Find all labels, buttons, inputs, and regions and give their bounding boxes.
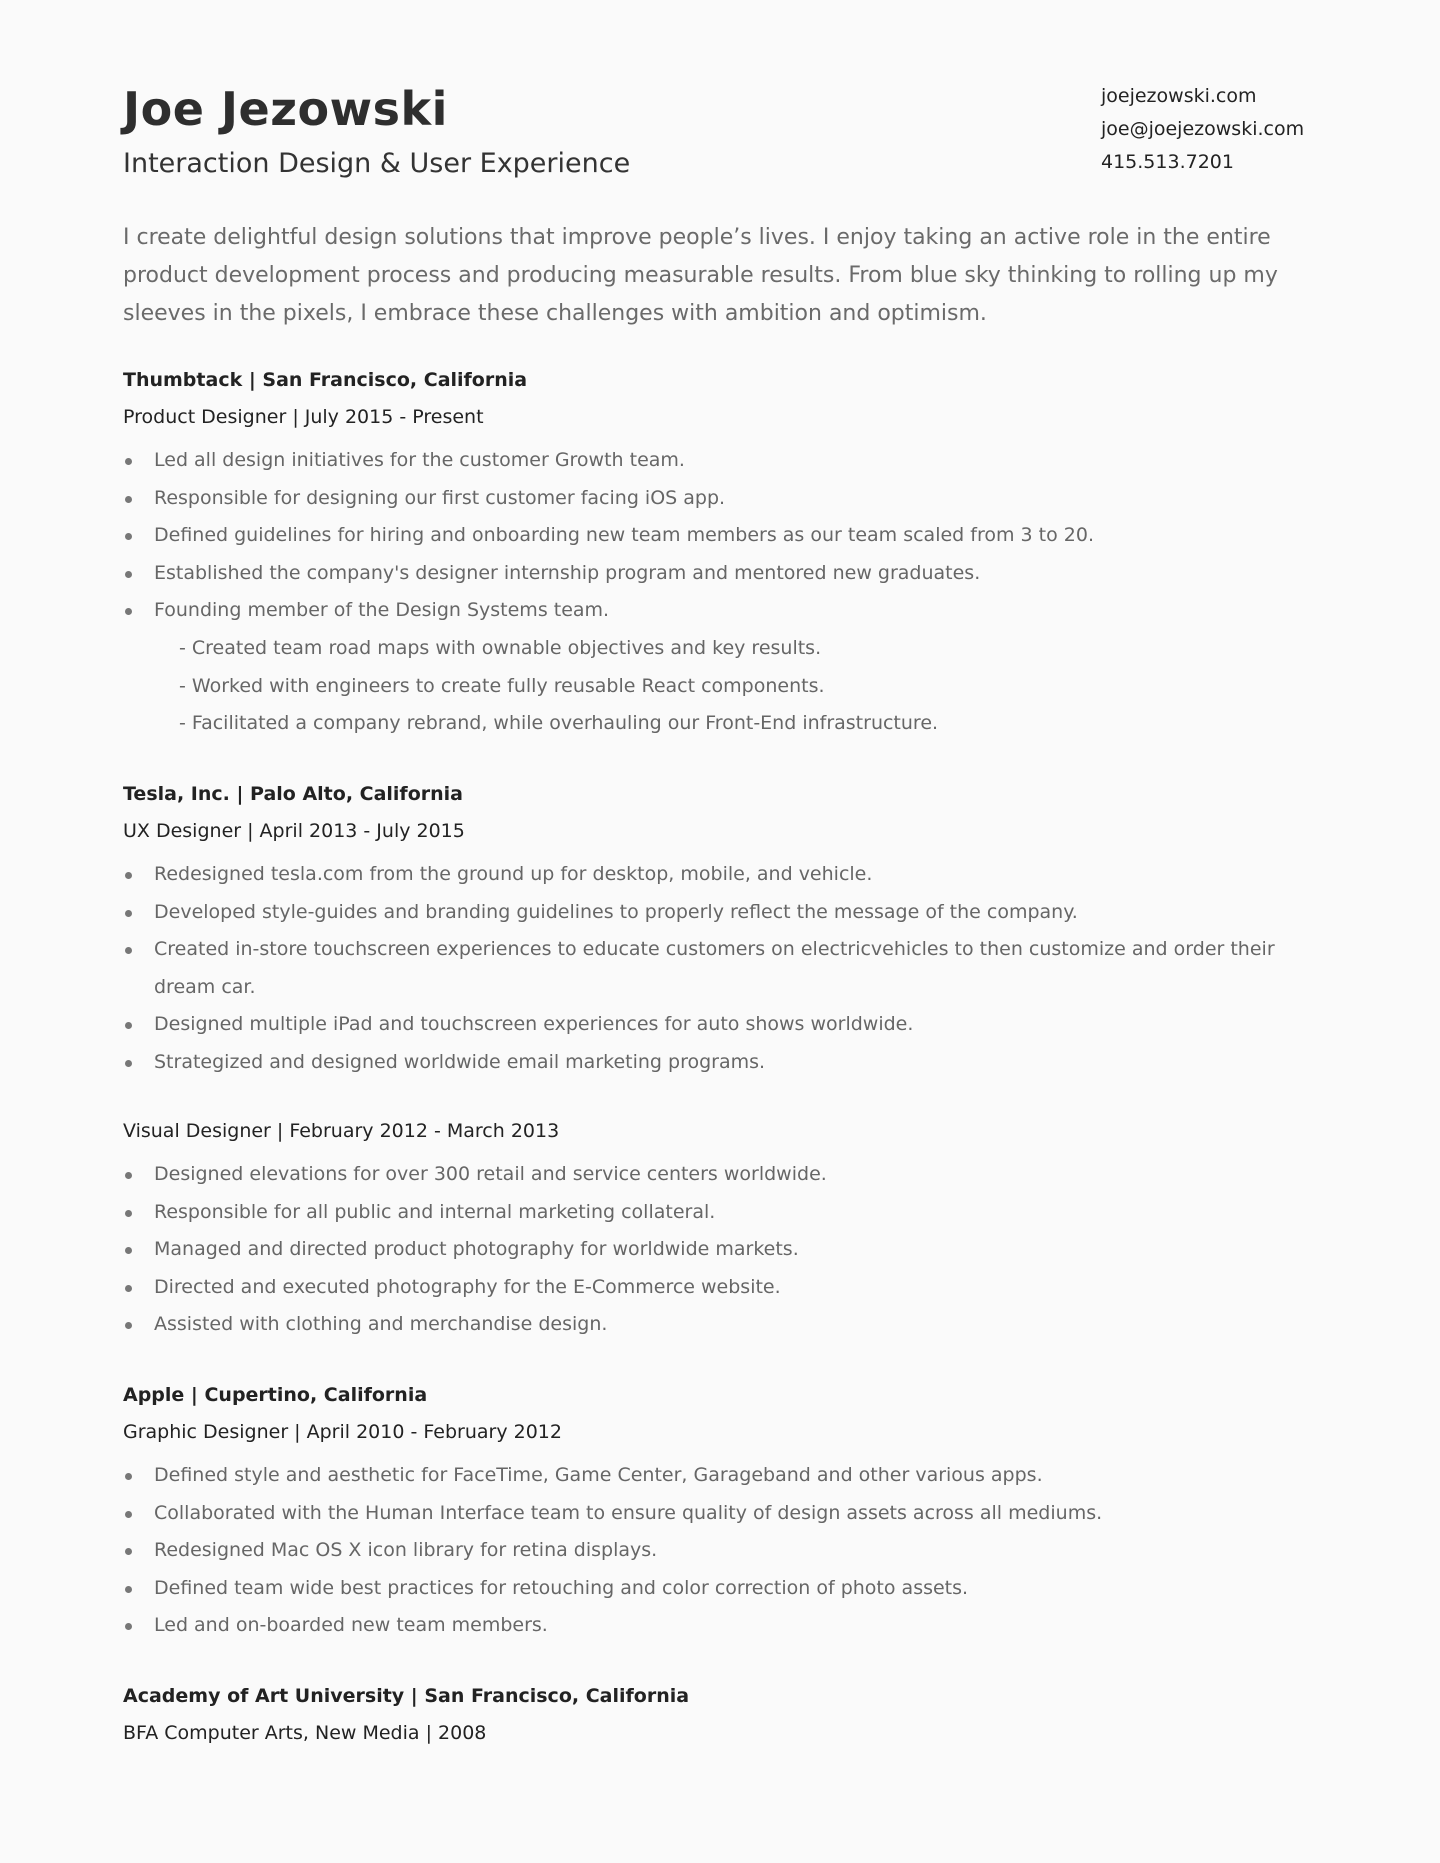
company-heading: Apple | Cupertino, California <box>123 1384 428 1406</box>
sub-list-item: - Created team road maps with ownable objectives and key results. <box>179 636 822 659</box>
bullet-list <box>123 442 1323 630</box>
list-item: Defined guidelines for hiring and onboarding new team members as our team scaled from 3 to 20. <box>123 517 1323 555</box>
education <box>123 1678 1323 1752</box>
list-item: Founding member of the Design Systems team. <box>123 592 1323 630</box>
phone-number[interactable]: 415.513.7201 <box>1101 151 1234 173</box>
bullet-list <box>123 1156 1323 1344</box>
candidate-name: Joe Jezowski <box>123 82 448 136</box>
list-item: Collaborated with the Human Interface team to ensure quality of design assets across all mediums. <box>123 1495 1323 1533</box>
role-line: UX Designer | April 2013 - July 2015 <box>123 820 465 842</box>
sub-list-item: - Worked with engineers to create fully reusable React components. <box>179 674 825 697</box>
list-item: Responsible for designing our first customer facing iOS app. <box>123 480 1323 518</box>
list-item: Managed and directed product photography for worldwide markets. <box>123 1231 1323 1269</box>
experience-tesla <box>123 776 1323 1082</box>
list-item: Redesigned tesla.com from the ground up for desktop, mobile, and vehicle. <box>123 856 1323 894</box>
company-heading: Tesla, Inc. | Palo Alto, California <box>123 783 463 805</box>
list-item: Developed style-guides and branding guidelines to properly reflect the message of the company. <box>123 894 1323 932</box>
list-item: Responsible for all public and internal marketing collateral. <box>123 1194 1323 1232</box>
contact-info <box>1101 80 1304 179</box>
experience-apple <box>123 1377 1323 1645</box>
sub-list-item: - Facilitated a company rebrand, while overhauling our Front-End infrastructure. <box>179 712 939 735</box>
experience-tesla-visual <box>123 1112 1323 1344</box>
role-line: Graphic Designer | April 2010 - February 2012 <box>123 1421 562 1443</box>
candidate-title: Interaction Design & User Experience <box>123 148 631 179</box>
list-item: Redesigned Mac OS X icon library for retina displays. <box>123 1532 1323 1570</box>
list-item: Directed and executed photography for the E-Commerce website. <box>123 1269 1323 1307</box>
experience-thumbtack <box>123 362 1323 743</box>
list-item: Led and on-boarded new team members. <box>123 1607 1323 1645</box>
role-line: Visual Designer | February 2012 - March 2013 <box>123 1120 560 1142</box>
website-link[interactable]: joejezowski.com <box>1101 85 1257 107</box>
degree-line: BFA Computer Arts, New Media | 2008 <box>123 1722 487 1744</box>
list-item: Designed elevations for over 300 retail and service centers worldwide. <box>123 1156 1323 1194</box>
list-item: Designed multiple iPad and touchscreen experiences for auto shows worldwide. <box>123 1006 1323 1044</box>
list-item: Defined team wide best practices for retouching and color correction of photo assets. <box>123 1570 1323 1608</box>
role-line: Product Designer | July 2015 - Present <box>123 406 484 428</box>
list-item: Established the company's designer internship program and mentored new graduates. <box>123 555 1323 593</box>
summary-paragraph: I create delightful design solutions that improve people’s lives. I enjoy taking an active role in the entire product development process and producing measurable results. From blue sky thinking to rolling up my sleeves in the pixels, I embrace these challenges with ambition and optimism. <box>123 225 1278 326</box>
bullet-list <box>123 1457 1323 1645</box>
sub-bullet-list <box>123 630 1323 743</box>
list-item: Defined style and aesthetic for FaceTime, Game Center, Garageband and other various apps. <box>123 1457 1323 1495</box>
list-item: Assisted with clothing and merchandise design. <box>123 1306 1323 1344</box>
list-item: Led all design initiatives for the customer Growth team. <box>123 442 1323 480</box>
bullet-list <box>123 856 1323 1082</box>
list-item: Strategized and designed worldwide email marketing programs. <box>123 1044 1323 1082</box>
list-item: Created in-store touchscreen experiences to educate customers on electricvehicles to then customize and order their dream car. <box>123 931 1323 1006</box>
company-heading: Thumbtack | San Francisco, California <box>123 369 528 391</box>
email-link[interactable]: joe@joejezowski.com <box>1101 118 1305 140</box>
school-heading: Academy of Art University | San Francisco, California <box>123 1685 690 1707</box>
